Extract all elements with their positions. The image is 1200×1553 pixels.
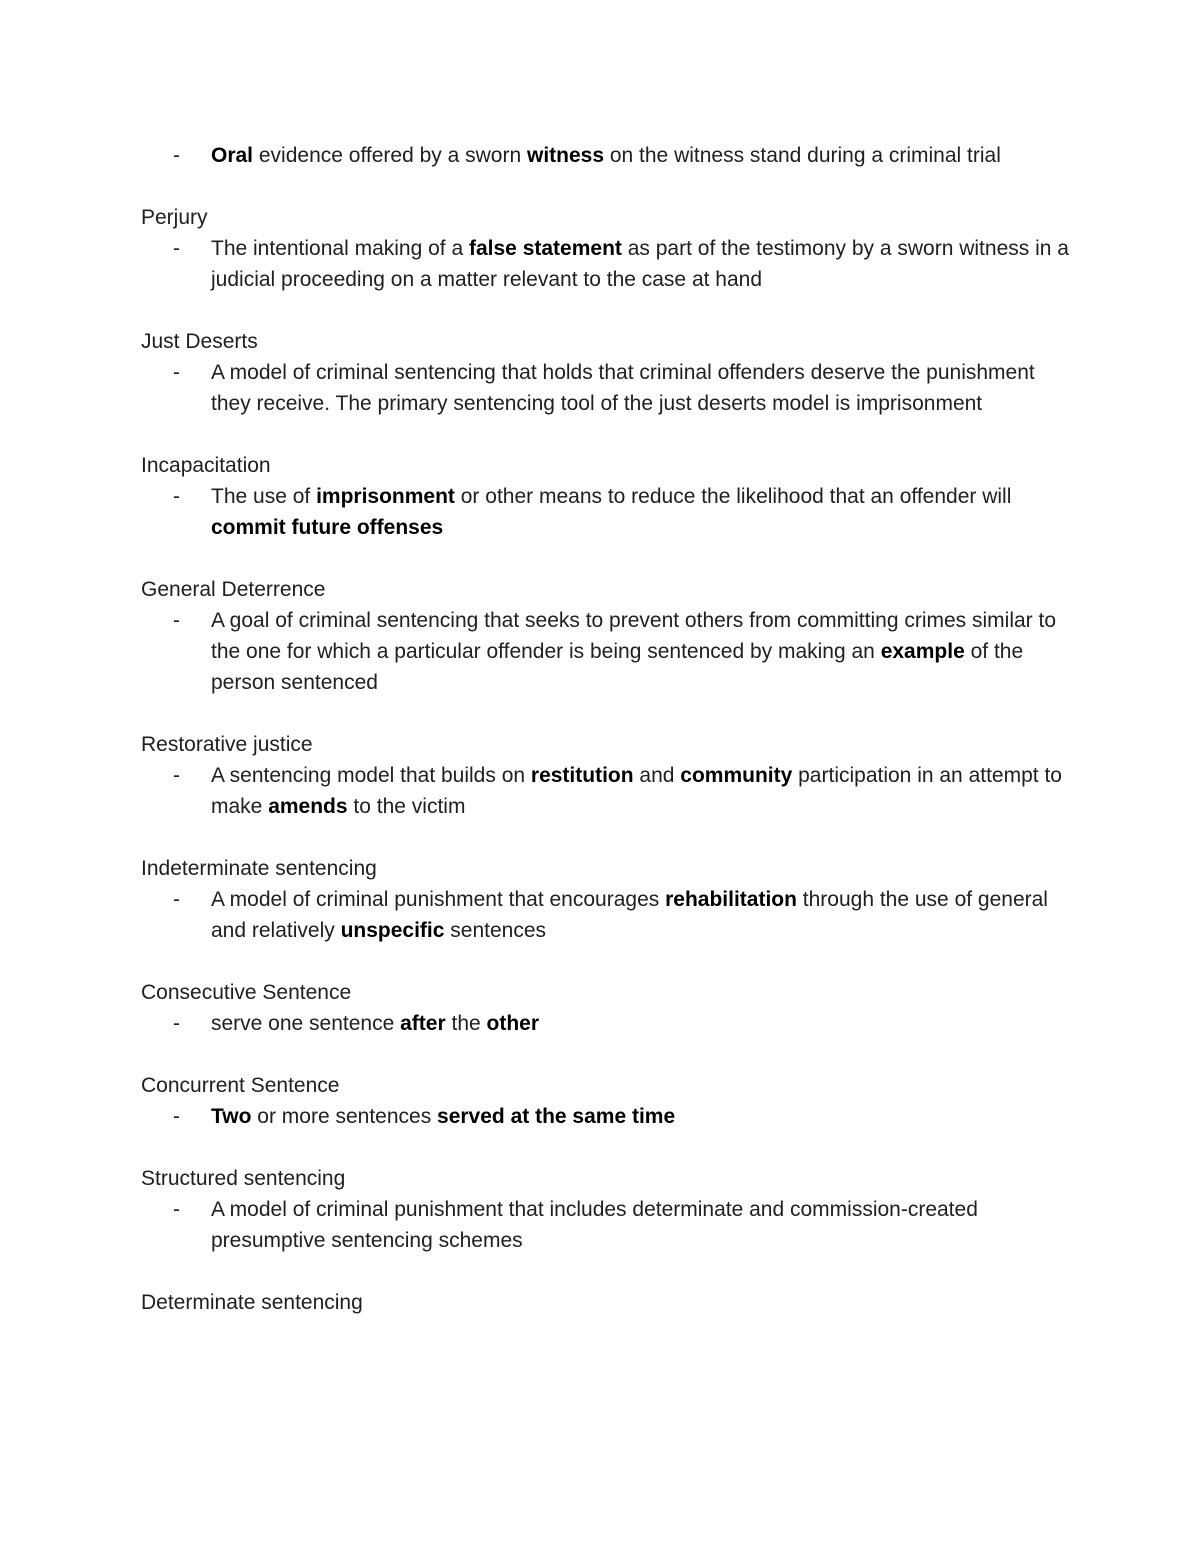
definition-text: evidence offered by a sworn xyxy=(253,144,527,167)
bold-keyword: rehabilitation xyxy=(665,888,797,911)
bullet-dash: - xyxy=(173,144,180,167)
bold-keyword: served at the same time xyxy=(437,1105,676,1128)
bold-keyword: witness xyxy=(526,144,605,167)
bullet-dash: - xyxy=(173,764,180,787)
definition-item xyxy=(141,140,1071,171)
section-spacer xyxy=(141,295,1071,326)
bullet-dash: - xyxy=(173,1198,180,1221)
bold-keyword: Two xyxy=(211,1105,252,1128)
definition-text: A model of criminal sentencing that holds that criminal offenders deserve the punishment they receive. The primary sentencing tool of the just deserts model is imprisonment xyxy=(211,361,1035,415)
definition-text: and xyxy=(633,764,681,787)
section-spacer xyxy=(141,1039,1071,1070)
section-spacer xyxy=(141,946,1071,977)
glossary-term: General Deterrence xyxy=(141,578,326,601)
bold-keyword: after xyxy=(400,1012,446,1035)
bold-keyword: example xyxy=(880,640,965,663)
definition-item xyxy=(141,233,1071,295)
definition-text: The use of xyxy=(211,485,317,508)
definition-text: A model of criminal punishment that includes determinate and commission-created presumptive sentencing schemes xyxy=(211,1198,978,1252)
definition-item xyxy=(141,884,1071,946)
definition-text: serve one sentence xyxy=(211,1012,401,1035)
bold-keyword: imprisonment xyxy=(316,485,455,508)
bullet-dash: - xyxy=(173,361,180,384)
definition-text: through the use of general and relatively xyxy=(211,888,1048,942)
glossary-section xyxy=(141,729,1071,822)
definition-text: or other means to reduce the likelihood that an offender will xyxy=(454,485,1012,508)
definition-text: The intentional making of a xyxy=(211,237,469,260)
definition-item xyxy=(141,357,1071,419)
definition-text: sentences xyxy=(444,919,547,942)
glossary-term: Concurrent Sentence xyxy=(141,1074,340,1097)
bold-keyword: restitution xyxy=(530,764,634,787)
glossary-section xyxy=(141,450,1071,543)
section-spacer xyxy=(141,543,1071,574)
glossary-term: Consecutive Sentence xyxy=(141,981,352,1004)
glossary-section xyxy=(141,977,1071,1039)
section-spacer xyxy=(141,1132,1071,1163)
definition-text: A model of criminal punishment that encourages xyxy=(211,888,666,911)
glossary-term: Determinate sentencing xyxy=(141,1291,363,1314)
definition-item xyxy=(141,760,1071,822)
bullet-dash: - xyxy=(173,1105,180,1128)
definition-item xyxy=(141,1008,1071,1039)
definition-list xyxy=(141,605,1071,698)
definition-list xyxy=(141,357,1071,419)
bold-keyword: false statement xyxy=(469,237,622,260)
definition-text: or more sentences xyxy=(251,1105,438,1128)
glossary-term: Restorative justice xyxy=(141,733,313,756)
definition-text: of the person sentenced xyxy=(211,640,1024,694)
definition-list xyxy=(141,1008,1071,1039)
definition-text: on the witness stand during a criminal trial xyxy=(604,144,1001,167)
definition-list xyxy=(141,884,1071,946)
bullet-dash: - xyxy=(173,888,180,911)
glossary-section xyxy=(141,326,1071,419)
section-spacer xyxy=(141,419,1071,450)
definition-text: participation in an attempt to make xyxy=(211,764,1062,818)
definition-text: the xyxy=(445,1012,487,1035)
bold-keyword: amends xyxy=(268,795,348,818)
bold-keyword: unspecific xyxy=(340,919,445,942)
glossary-section xyxy=(141,1070,1071,1132)
bullet-dash: - xyxy=(173,237,180,260)
glossary-section xyxy=(141,574,1071,698)
bullet-dash: - xyxy=(173,609,180,632)
definition-text: A sentencing model that builds on xyxy=(211,764,531,787)
glossary-term: Indeterminate sentencing xyxy=(141,857,377,880)
glossary-section xyxy=(141,202,1071,295)
bullet-dash: - xyxy=(173,1012,180,1035)
glossary-section xyxy=(141,1163,1071,1256)
glossary-section xyxy=(141,853,1071,946)
bullet-dash: - xyxy=(173,485,180,508)
section-spacer xyxy=(141,822,1071,853)
definition-text: to the victim xyxy=(347,795,466,818)
definition-list xyxy=(141,481,1071,543)
glossary-section xyxy=(141,1287,1071,1318)
definition-text: A goal of criminal sentencing that seeks to prevent others from committing crimes similar to the one for which a particular offender is being sentenced by making an xyxy=(211,609,1057,663)
glossary-section xyxy=(141,140,1071,171)
glossary-term: Structured sentencing xyxy=(141,1167,346,1190)
glossary-term: Incapacitation xyxy=(141,454,271,477)
definition-list xyxy=(141,140,1071,171)
definition-list xyxy=(141,233,1071,295)
glossary-term: Just Deserts xyxy=(141,330,258,353)
definition-item xyxy=(141,1194,1071,1256)
bold-keyword: commit future offenses xyxy=(211,516,444,539)
glossary-content xyxy=(141,140,1071,1318)
definition-list xyxy=(141,760,1071,822)
bold-keyword: community xyxy=(680,764,793,787)
glossary-term: Perjury xyxy=(141,206,208,229)
definition-item xyxy=(141,1101,1071,1132)
definition-list xyxy=(141,1194,1071,1256)
section-spacer xyxy=(141,1256,1071,1287)
section-spacer xyxy=(141,171,1071,202)
bold-keyword: other xyxy=(486,1012,540,1035)
definition-item xyxy=(141,481,1071,543)
document-page xyxy=(141,140,1071,1318)
definition-text: as part of the testimony by a sworn witness in a judicial proceeding on a matter relevant to the case at hand xyxy=(211,237,1069,291)
definition-list xyxy=(141,1101,1071,1132)
section-spacer xyxy=(141,698,1071,729)
bold-keyword: Oral xyxy=(211,144,254,167)
definition-item xyxy=(141,605,1071,698)
